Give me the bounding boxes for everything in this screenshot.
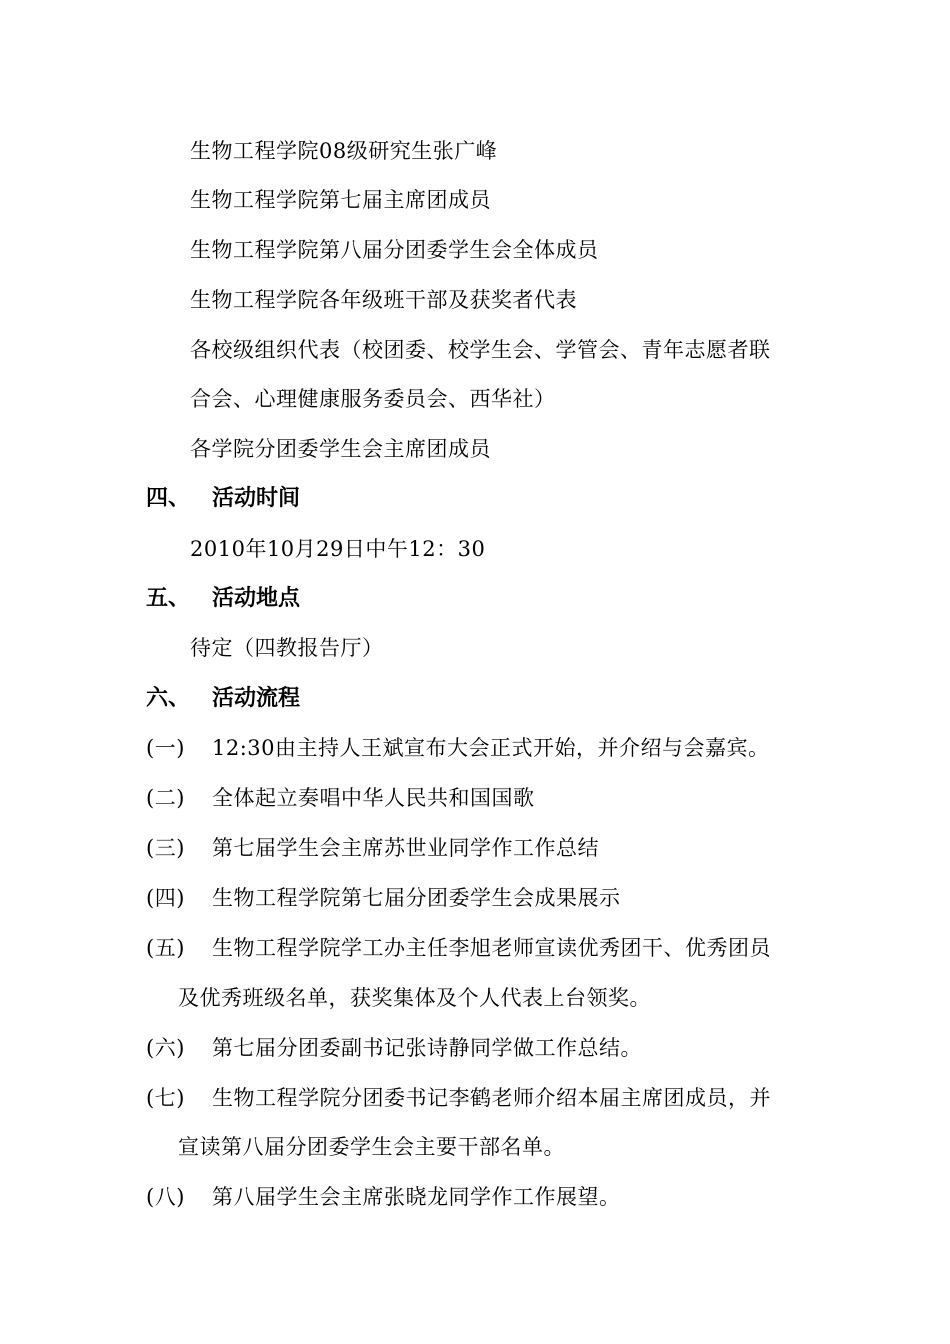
step-number: (四) — [146, 886, 185, 910]
step-number: (三) — [146, 836, 185, 860]
process-step — [146, 934, 826, 962]
step-text-continued: 及优秀班级名单，获奖集体及个人代表上台领奖。 — [178, 986, 651, 1010]
attendee-line: 生物工程学院各年级班干部及获奖者代表 — [190, 288, 577, 312]
section-number: 六、 — [146, 686, 191, 711]
step-number: (八) — [146, 1185, 185, 1209]
step-text-continued: 宣读第八届分团委学生会主要干部名单。 — [178, 1135, 565, 1159]
step-text: 12:30由主持人王斌宣布大会正式开始，并介绍与会嘉宾。 — [212, 736, 770, 760]
step-number: (二) — [146, 786, 185, 810]
section-heading-time — [146, 484, 446, 514]
attendee-line: 生物工程学院第七届主席团成员 — [190, 188, 491, 212]
step-text: 生物工程学院分团委书记李鹤老师介绍本届主席团成员，并 — [212, 1086, 771, 1110]
step-text: 生物工程学院学工办主任李旭老师宣读优秀团干、优秀团员 — [212, 936, 771, 960]
attendee-line: 各学院分团委学生会主席团成员 — [190, 437, 491, 461]
attendee-line: 生物工程学院08级研究生张广峰 — [190, 139, 498, 163]
section-number: 五、 — [146, 586, 191, 611]
process-step — [146, 884, 826, 912]
process-step — [146, 1183, 826, 1211]
section-title: 活动地点 — [212, 586, 301, 611]
step-number: (五) — [146, 936, 185, 960]
event-time: 2010年10月29日中午12：30 — [190, 537, 486, 561]
step-text: 第八届学生会主席张晓龙同学作工作展望。 — [212, 1185, 621, 1209]
process-step — [146, 834, 826, 862]
process-step — [146, 784, 826, 812]
attendee-line: 生物工程学院第八届分团委学生会全体成员 — [190, 238, 599, 262]
section-title: 活动流程 — [212, 686, 301, 711]
step-text: 全体起立奏唱中华人民共和国国歌 — [212, 786, 535, 810]
process-step — [146, 1084, 826, 1112]
step-number: (六) — [146, 1036, 185, 1060]
process-step — [146, 1034, 826, 1062]
step-text: 第七届分团委副书记张诗静同学做工作总结。 — [212, 1036, 642, 1060]
step-text: 第七届学生会主席苏世业同学作工作总结 — [212, 836, 599, 860]
section-heading-process — [146, 684, 446, 714]
section-heading-location — [146, 584, 446, 614]
event-location: 待定（四教报告厅） — [190, 636, 384, 660]
step-number: (一) — [146, 736, 185, 760]
attendee-line: 各校级组织代表（校团委、校学生会、学管会、青年志愿者联 — [190, 338, 771, 362]
section-title: 活动时间 — [212, 486, 301, 511]
step-text: 生物工程学院第七届分团委学生会成果展示 — [212, 886, 621, 910]
section-number: 四、 — [146, 486, 191, 511]
process-step — [146, 734, 826, 762]
step-number: (七) — [146, 1086, 185, 1110]
attendee-line-continued: 合会、心理健康服务委员会、西华社） — [190, 387, 556, 411]
